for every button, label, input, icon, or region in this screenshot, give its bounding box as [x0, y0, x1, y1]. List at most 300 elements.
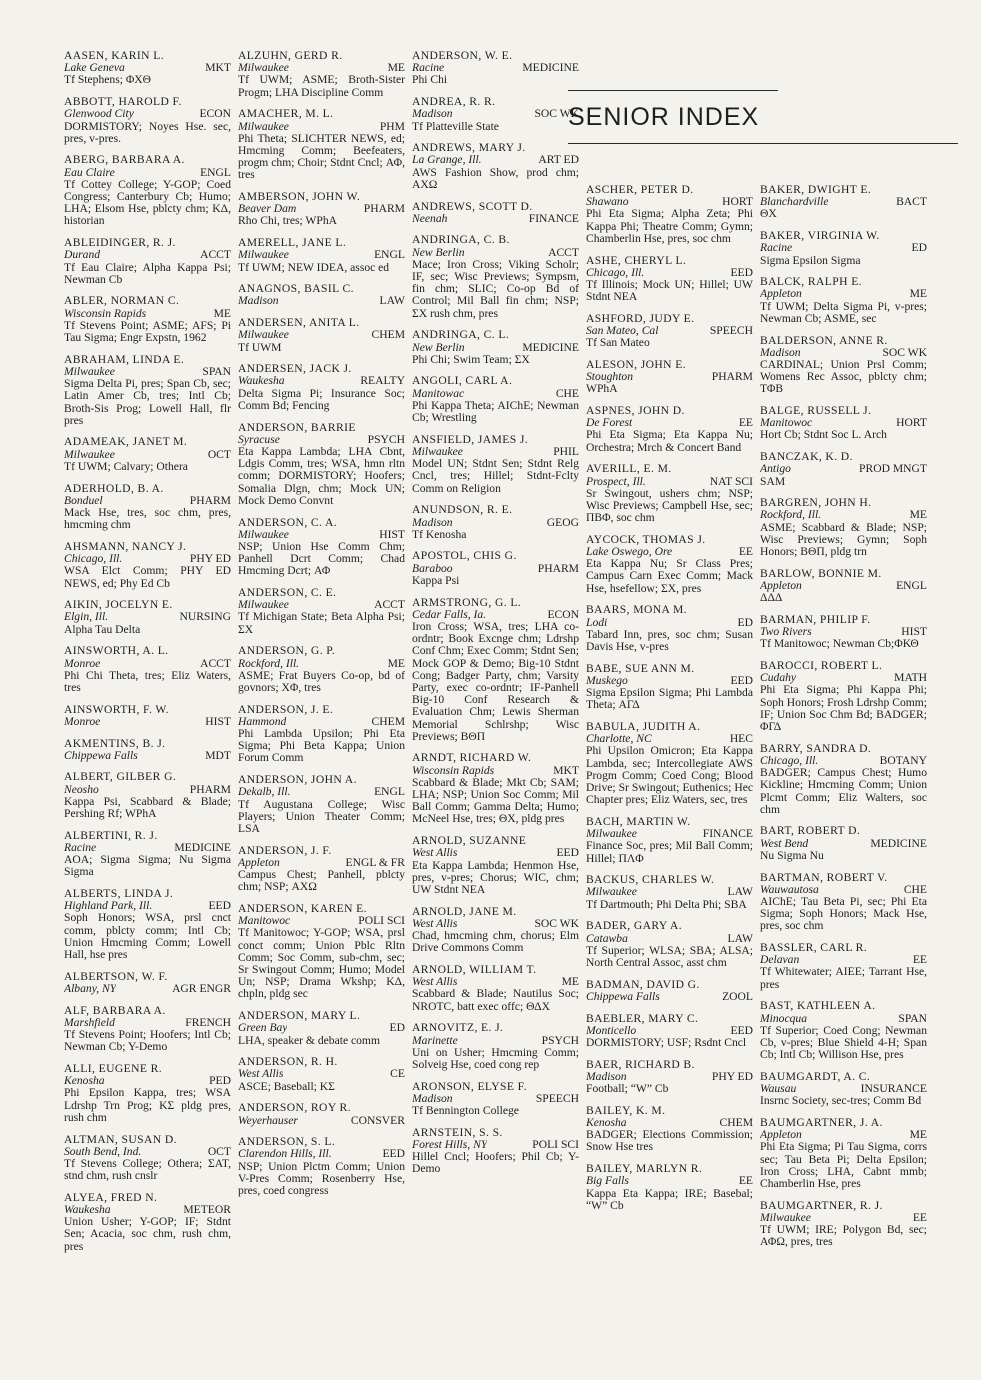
- entry-activities: ASME; Scabbard & Blade; NSP; Wisc Previews; Gymn; Soph Honors; ΒΘΠ, pldg trn: [760, 520, 927, 559]
- entry-name: ANDERSON, J. E.: [238, 703, 334, 716]
- entry-hometown: Wauwautosa: [760, 883, 819, 896]
- entry-name: BAKER, DWIGHT E.: [760, 184, 872, 196]
- entry-name: ANDERSON, R. H.: [238, 1056, 338, 1069]
- entry-major: REALTY: [360, 374, 405, 388]
- entry-hometown: West Allis: [412, 917, 458, 930]
- entry-activities: Tf Augustana College; Wisc Players; Union Theater Comm; LSA: [238, 797, 405, 835]
- entry-activities: Sigma Epsilon Sigma; Phi Lambda Theta; ΑΓΔ: [586, 686, 753, 712]
- entry-hometown: Hammond: [238, 715, 287, 728]
- entry-name: BAKER, VIRGINIA W.: [760, 230, 880, 243]
- entry-activities: Kappa Eta Kappa; IRE; Basebal; “W” Cb: [586, 1186, 753, 1212]
- entry-name: BAROCCI, ROBERT L.: [760, 660, 883, 672]
- entry-major: SOC WK: [534, 107, 579, 121]
- index-entry: [238, 1136, 405, 1197]
- entry-activities: Finance Soc, pres; Mil Ball Comm; Hillel; ΠΛΦ: [586, 839, 753, 865]
- index-entry: [586, 816, 753, 865]
- entry-activities: Eta Kappa Nu; Sr Class Pres; Campus Carn Exec Comm; Mack Hse, hsefellow; ΣΧ, pres: [586, 557, 753, 595]
- index-entry: [760, 660, 927, 733]
- entry-name: ANDERSEN, ANITA L.: [238, 317, 360, 330]
- index-entry: [238, 774, 405, 835]
- index-entry: [760, 276, 927, 325]
- entry-location-row: [412, 247, 579, 259]
- entry-location-row: [238, 375, 405, 387]
- entry-location-row: [238, 1115, 405, 1127]
- entry-major: PSYCH: [541, 1033, 579, 1047]
- entry-name: ALTMAN, SUSAN D.: [64, 1133, 177, 1146]
- entry-activities: BADGER; Campus Chest; Humo Kickline; Hmcming Comm; Union Plcmt Comm; Eliz Walters, soc chm: [760, 766, 927, 816]
- entry-name: AVERILL, E. M.: [586, 463, 672, 476]
- entry-location-row: [64, 249, 231, 261]
- entry-name: ANDERSON, JOHN A.: [238, 774, 357, 787]
- entry-activities: Mace; Iron Cross; Viking Scholr; IF, sec; Wisc Previews; Sympsm, fin chm; SLIC; Co-op Bd of Control; Mil Ball fin chm; NSP; ΣΧ rush chm, pres: [412, 257, 579, 320]
- entry-major: CONSVER: [350, 1113, 405, 1127]
- entry-name: ANDREWS, SCOTT D.: [412, 200, 533, 213]
- entry-hometown: Marinette: [412, 1034, 458, 1047]
- entry-activities: Tf Illinois; Mock UN; Hillel; UW Stdnt NEA: [586, 277, 753, 304]
- entry-hometown: Muskego: [586, 674, 628, 687]
- entry-name: ABERG, BARBARA A.: [64, 154, 185, 167]
- entry-hometown: Milwaukee: [238, 249, 289, 262]
- index-entry: [64, 1134, 231, 1183]
- entry-hometown: Milwaukee: [238, 120, 289, 133]
- entry-activities: Phi Epsilon Kappa, tres; WSA Ldrshp Trn Prog; ΚΣ pldg pres, rush chm: [64, 1086, 231, 1124]
- entry-activities: Tf UWM; IRE; Polygon Bd, sec; ΑΦΩ, pres, tres: [760, 1223, 927, 1249]
- entry-activities: Eta Kappa Lambda; LHA Cbnt, Ldgis Comm, tres; WSA, hmn rltn comm; DORMISTORY; Hoofers; Somalia Dlgn, chm; Mock UN; Mock Demo Convnt: [238, 444, 405, 507]
- entry-major: HIST: [901, 625, 927, 639]
- entry-hometown: Milwaukee: [64, 365, 115, 378]
- entry-name: ADAMEAK, JANET M.: [64, 436, 188, 449]
- index-entry: [412, 234, 579, 319]
- entry-location-row: [412, 847, 579, 859]
- index-entry: [64, 483, 231, 532]
- entry-hometown: Milwaukee: [586, 886, 637, 899]
- entry-major: LAW: [727, 885, 753, 899]
- entry-hometown: Milwaukee: [238, 599, 289, 612]
- entry-activities: Chad, hmcming chm, chorus; Elm Drive Commons Comm: [412, 929, 579, 955]
- entry-location-row: [64, 716, 231, 728]
- entry-hometown: Lake Geneva: [64, 62, 125, 75]
- entry-hometown: Neenah: [412, 212, 448, 225]
- entry-location-row: [238, 295, 405, 307]
- index-entry: [64, 154, 231, 227]
- entry-name: ANDERSON, C. A.: [238, 516, 338, 529]
- entry-name: BARMAN, PHILIP F.: [760, 613, 871, 626]
- index-entry: [238, 1102, 405, 1126]
- index-entry: [586, 184, 753, 245]
- entry-major: PHARM: [189, 782, 231, 796]
- entry-activities: Phi Chi Theta, tres; Eliz Waters, tres: [64, 668, 231, 694]
- entry-hometown: South Bend, Ind.: [64, 1145, 142, 1158]
- entry-activities: Sigma Delta Pi, pres; Span Cb, sec; Latin Amer Cb, tres; Intl Cb; Broth-Sis Prog; Lowell Hall, flr pres: [64, 377, 231, 427]
- entry-location-row: [412, 108, 579, 120]
- entry-name: BABE, SUE ANN M.: [586, 662, 695, 675]
- index-entry: [412, 142, 579, 191]
- entry-hometown: Milwaukee: [586, 828, 637, 841]
- entry-major: BOTANY: [879, 753, 927, 767]
- entry-location-row: [760, 838, 927, 850]
- entry-major: ACCT: [548, 245, 579, 259]
- entry-major: HORT: [896, 416, 927, 430]
- entry-name: ANGOLI, CARL A.: [412, 375, 513, 388]
- index-entry: [238, 845, 405, 894]
- entry-name: BADMAN, DAVID G.: [586, 978, 700, 991]
- index-entry: [412, 201, 579, 225]
- entry-name: BAILEY, MARLYN R.: [586, 1163, 703, 1176]
- index-entry: [586, 604, 753, 653]
- entry-activities: AWS Fashion Show, prod chm; ΑΧΩ: [412, 165, 579, 191]
- entry-major: ACCT: [374, 598, 405, 612]
- entry-name: BARGREN, JOHN H.: [760, 497, 872, 510]
- entry-activities: ASCE; Baseball; ΚΣ: [238, 1079, 335, 1093]
- index-entry: [238, 517, 405, 578]
- entry-name: AMBERSON, JOHN W.: [238, 191, 361, 204]
- entry-name: ASHFORD, JUDY E.: [586, 312, 695, 325]
- entry-name: ARNSTEIN, S. S.: [412, 1126, 503, 1139]
- entry-location-row: [760, 1013, 927, 1025]
- index-entry: [760, 230, 927, 267]
- entry-name: AYCOCK, THOMAS J.: [586, 533, 706, 546]
- entry-name: ANDERSON, KAREN E.: [238, 902, 367, 915]
- entry-activities: Eta Kappa Lambda; Henmon Hse, pres, v-pres; Chorus; WIC, chm; UW Stdnt NEA: [412, 858, 579, 896]
- entry-major: LAW: [379, 294, 405, 308]
- entry-major: ME: [561, 975, 579, 989]
- entry-major: ME: [387, 61, 405, 75]
- entry-activities: Tf Platteville State: [412, 119, 499, 133]
- entry-activities: Delta Sigma Pi; Insurance Soc; Comm Bd; Fencing: [238, 386, 405, 412]
- entry-name: BAEBLER, MARY C.: [586, 1012, 699, 1025]
- entry-major: EE: [738, 545, 753, 559]
- index-column-5: [760, 184, 927, 1258]
- entry-hometown: Madison: [586, 1070, 627, 1083]
- entry-hometown: Kenosha: [64, 1075, 105, 1088]
- index-entry: [586, 979, 753, 1003]
- entry-activities: Iron Cross; WSA, tres; LHA co-ordntr; Book Excnge chm; Ldrshp Conf Chm; Exec Comm; Stdnt Sen; Mock GOP & Demo; Big-10 Stdnt Cong; Badger Party, chm; Varsity Party, exec co-ordntr; IF-Panhell Big-10 Conf Research & Evaluation Chm; Lewis Sherman Memorial Schlrshp; Wisc Previews; ΒΘΠ: [412, 619, 579, 743]
- entry-name: BAER, RICHARD B.: [586, 1058, 695, 1071]
- index-entry: [412, 1127, 579, 1176]
- entry-major: NURSING: [179, 610, 231, 624]
- entry-hometown: Manitowac: [412, 387, 465, 400]
- entry-major: PHARM: [189, 493, 231, 507]
- index-entry: [760, 1200, 927, 1249]
- entry-name: ARNOVITZ, E. J.: [412, 1022, 504, 1035]
- entry-name: ASCHER, PETER D.: [586, 184, 694, 196]
- entry-location-row: [412, 342, 579, 354]
- entry-major: MEDICINE: [870, 836, 927, 850]
- entry-location-row: [64, 983, 231, 995]
- entry-major: ECON: [199, 107, 231, 121]
- entry-major: SPEECH: [535, 1091, 579, 1105]
- entry-name: ANDERSEN, JACK J.: [238, 363, 352, 376]
- entry-major: ACCT: [200, 656, 231, 670]
- entry-name: BAST, KATHLEEN A.: [760, 1000, 876, 1013]
- entry-major: MKT: [553, 763, 579, 777]
- entry-name: BARRY, SANDRA D.: [760, 742, 872, 755]
- entry-location-row: [238, 121, 405, 133]
- entry-major: PHARM: [537, 561, 579, 575]
- entry-name: ABLEIDINGER, R. J.: [64, 237, 176, 250]
- entry-hometown: Madison: [412, 516, 453, 529]
- index-entry: [412, 96, 579, 133]
- entry-location-row: [64, 750, 231, 762]
- entry-activities: Sr Swingout, ushers chm; NSP; Wisc Previews; Campbell Hse, sec; ΠΒΦ, soc chm: [586, 486, 753, 525]
- entry-major: ENGL: [374, 248, 405, 262]
- entry-name: ANAGNOS, BASIL C.: [238, 283, 354, 296]
- entry-major: ME: [387, 656, 405, 670]
- entry-hometown: Appleton: [760, 1129, 802, 1142]
- entry-activities: WSA Elct Comm; PHY ED NEWS, ed; Phy Ed Cb: [64, 564, 231, 590]
- index-entry: [760, 743, 927, 816]
- entry-activities: Tf UWM; Calvary; Othera: [64, 459, 188, 473]
- entry-major: PHARM: [363, 202, 405, 216]
- entry-hometown: Dekalb, Ill.: [238, 786, 291, 799]
- entry-hometown: Prospect, Ill.: [586, 475, 646, 488]
- entry-major: BACT: [896, 195, 927, 209]
- entry-major: ART ED: [538, 153, 579, 167]
- entry-activities: Tabard Inn, pres, soc chm; Susan Davis Hse, v-pres: [586, 627, 753, 653]
- entry-activities: Hillel Cncl; Hoofers; Phil Cb; Y-Demo: [412, 1150, 579, 1176]
- entry-activities: ASME; Frat Buyers Co-op, bd of govnors; ΧΦ, tres: [238, 668, 405, 694]
- index-entry: [238, 1010, 405, 1047]
- entry-name: ARNOLD, WILLIAM T.: [412, 964, 537, 976]
- entry-name: ALZUHN, GERD R.: [238, 50, 343, 62]
- entry-hometown: Catawba: [586, 932, 628, 945]
- entry-name: BART, ROBERT D.: [760, 825, 861, 838]
- index-entry: [238, 363, 405, 412]
- entry-activities: Uni on Usher; Hmcming Comm; Solveig Hse, coed cong rep: [412, 1045, 579, 1071]
- entry-name: ANDERSON, S. L.: [238, 1136, 336, 1149]
- entry-name: ANDRINGA, C. B.: [412, 234, 510, 247]
- entry-name: AHSMANN, NANCY J.: [64, 540, 187, 553]
- entry-activities: WPhA: [586, 382, 618, 396]
- entry-activities: Phi Eta Sigma; Phi Kappa Phi; Soph Honors; Frosh Ldrshp Comm; IF; Union Soc Chm Bd; BADGER; ΦΓΔ: [760, 683, 927, 734]
- entry-major: PHARM: [711, 370, 753, 384]
- entry-hometown: Marshfield: [64, 1016, 115, 1029]
- entry-activities: SAM: [760, 474, 786, 488]
- entry-major: EED: [556, 846, 579, 860]
- index-entry: [586, 1013, 753, 1050]
- index-entry: [412, 1081, 579, 1118]
- entry-location-row: [412, 563, 579, 575]
- entry-name: BAILEY, K. M.: [586, 1104, 666, 1117]
- entry-name: BACKUS, CHARLES W.: [586, 874, 715, 887]
- index-entry: [238, 704, 405, 765]
- entry-major: OCT: [207, 1144, 231, 1158]
- entry-major: EED: [730, 265, 753, 279]
- entry-hometown: Charlotte, NC: [586, 733, 652, 746]
- entry-activities: Phi Lambda Upsilon; Phi Eta Sigma; Phi Beta Kappa; Union Forum Comm: [238, 727, 405, 765]
- entry-major: ENGL: [896, 578, 927, 592]
- entry-major: CHE: [555, 386, 579, 400]
- entry-activities: Phi Upsilon Omicron; Eta Kappa Lambda, sec; Intercollegiate AWS Progm Comm; Coed Cong; Blood Drive; Sr Swingout; Euthenics; Hec Chapter pres; Eliz Waters, sec, tres: [586, 744, 753, 807]
- entry-major: EED: [382, 1147, 405, 1161]
- entry-activities: NSP; Union Hse Comm Chm; Panhell Dcrt Comm; Chad Hmcming Dcrt; ΑΦ: [238, 539, 405, 578]
- entry-major: CHE: [903, 882, 927, 896]
- entry-name: ARNOLD, JANE M.: [412, 905, 517, 918]
- index-entry: [238, 237, 405, 274]
- entry-location-row: [64, 611, 231, 623]
- entry-major: ED: [737, 615, 753, 629]
- entry-major: FRENCH: [185, 1015, 231, 1029]
- entry-location-row: [760, 580, 927, 592]
- entry-activities: Phi Chi; Swim Team; ΣΧ: [412, 352, 530, 366]
- index-entry: [412, 597, 579, 743]
- index-entry: [586, 534, 753, 595]
- entry-hometown: Forest Hills, NY: [412, 1138, 488, 1151]
- entry-activities: Hort Cb; Stdnt Soc L. Arch: [760, 428, 887, 442]
- entry-activities: DORMISTORY; USF; Rsdnt Cncl: [586, 1035, 747, 1049]
- entry-hometown: Glenwood City: [64, 108, 134, 121]
- entry-major: CE: [390, 1067, 405, 1081]
- entry-hometown: Milwaukee: [238, 528, 289, 541]
- entry-major: PHM: [379, 119, 405, 133]
- entry-name: ANSFIELD, JAMES J.: [412, 433, 529, 446]
- entry-hometown: West Allis: [238, 1068, 284, 1081]
- entry-hometown: Beaver Dam: [238, 203, 297, 216]
- index-entry: [238, 191, 405, 228]
- entry-location-row: [412, 154, 579, 166]
- index-entry: [64, 971, 231, 995]
- entry-hometown: Antigo: [760, 463, 791, 476]
- entry-hometown: Highland Park, Ill.: [64, 900, 153, 913]
- entry-hometown: Appleton: [238, 856, 280, 869]
- entry-location-row: [760, 242, 927, 254]
- entry-hometown: Delavan: [760, 954, 800, 967]
- entry-location-row: [412, 517, 579, 529]
- entry-name: ALYEA, FRED N.: [64, 1191, 158, 1204]
- entry-activities: DORMISTORY; Noyes Hse. sec, pres, v-pres.: [64, 119, 231, 145]
- entry-hometown: Racine: [412, 62, 445, 75]
- entry-name: AKMENTINS, B. J.: [64, 737, 166, 750]
- entry-name: ANDERSON, W. E.: [412, 50, 513, 62]
- entry-hometown: Madison: [412, 108, 453, 121]
- entry-activities: Football; “W” Cb: [586, 1082, 669, 1096]
- entry-hometown: Milwaukee: [760, 1211, 811, 1224]
- index-entry: [64, 237, 231, 286]
- entry-hometown: Big Falls: [586, 1175, 629, 1188]
- entry-location-row: [586, 1175, 753, 1187]
- index-entry: [64, 1192, 231, 1253]
- entry-location-row: [760, 196, 927, 208]
- entry-hometown: Kenosha: [586, 1117, 627, 1129]
- entry-name: ALBERT, GILBER G.: [64, 771, 177, 784]
- entry-location-row: [586, 476, 753, 488]
- entry-name: ARMSTRONG, G. L.: [412, 596, 522, 609]
- entry-name: BALDERSON, ANNE R.: [760, 334, 888, 347]
- entry-activities: Tf Manitowoc; Y-GOP; WSA, prsl conct comm; Union Pblc Rltn Comm; Soc Comm, sub-chm, sec; Sr Swingout Comm; Humo; Model Un; NSP; Drama Wkshp; ΚΔ, chpln, pldg sec: [238, 926, 405, 1001]
- entry-hometown: Clarendon Hills, Ill.: [238, 1148, 332, 1161]
- entry-location-row: [760, 288, 927, 300]
- entry-activities: Tf Cottey College; Y-GOP; Coed Congress; Canterbury Cb; Humo; LHA; Elsom Hse, pblcty chm; ΚΔ, historian: [64, 177, 231, 228]
- entry-hometown: Waukesha: [238, 375, 285, 388]
- entry-location-row: [238, 249, 405, 261]
- entry-hometown: Monroe: [64, 657, 101, 670]
- index-entry: [64, 599, 231, 636]
- index-entry: [64, 354, 231, 427]
- entry-major: POLI SCI: [358, 914, 405, 928]
- entry-name: ANDERSON, MARY L.: [238, 1010, 361, 1023]
- entry-name: BAUMGARTNER, J. A.: [760, 1117, 883, 1129]
- entry-hometown: Rockford, Ill.: [760, 509, 822, 522]
- entry-hometown: Racine: [760, 242, 793, 255]
- entry-major: POLI SCI: [532, 1137, 579, 1151]
- entry-major: MDT: [205, 748, 231, 762]
- entry-major: METEOR: [183, 1203, 231, 1217]
- entry-name: ARONSON, ELYSE F.: [412, 1080, 527, 1093]
- entry-activities: Tf UWM; ASME; Broth-Sister Progm; LHA Discipline Comm: [238, 73, 405, 99]
- entry-hometown: Wisconsin Rapids: [64, 307, 147, 320]
- entry-activities: Phi Chi: [412, 73, 448, 87]
- entry-hometown: Eau Claire: [64, 166, 115, 179]
- entry-hometown: Chicago, Ill.: [64, 553, 123, 566]
- entry-hometown: Durand: [64, 249, 101, 262]
- entry-hometown: West Allis: [412, 976, 458, 989]
- entry-activities: CARDINAL; Union Prsl Comm; Womens Rec Assoc, pblcty chm; ΤΦΒ: [760, 357, 927, 396]
- index-entry: [760, 942, 927, 991]
- entry-name: APOSTOL, CHIS G.: [412, 550, 517, 563]
- entry-hometown: Manitowoc: [760, 417, 813, 430]
- index-entry: [586, 721, 753, 806]
- entry-major: EE: [738, 1174, 753, 1188]
- entry-major: NAT SCI: [709, 474, 753, 488]
- entry-major: ECON: [547, 607, 579, 621]
- entry-major: ENGL: [200, 165, 231, 179]
- entry-location-row: [64, 167, 231, 179]
- entry-major: ACCT: [200, 248, 231, 262]
- entry-activities: ΘΧ: [760, 207, 777, 221]
- entry-hometown: Wausau: [760, 1083, 797, 1096]
- entry-hometown: Wisconsin Rapids: [412, 764, 495, 777]
- entry-activities: ΔΔΔ: [760, 591, 783, 605]
- index-entry: [238, 50, 405, 99]
- index-entry: [238, 645, 405, 694]
- index-entry: [586, 920, 753, 969]
- entry-location-row: [586, 617, 753, 629]
- entry-hometown: Appleton: [760, 579, 802, 592]
- entry-major: ME: [213, 306, 231, 320]
- entry-activities: AOA; Sigma Sigma; Nu Sigma Sigma: [64, 853, 231, 879]
- index-entry: [238, 317, 405, 354]
- index-entry: [64, 295, 231, 344]
- entry-hometown: Milwaukee: [412, 445, 463, 458]
- entry-hometown: West Allis: [412, 847, 458, 860]
- entry-location-row: [238, 786, 405, 798]
- entry-activities: Insrnc Society, sec-tres; Comm Bd: [760, 1094, 922, 1108]
- entry-activities: Tf Stevens Point; ASME; AFS; Pi Tau Sigma; Engr Expstn, 1962: [64, 318, 231, 345]
- index-column-2: [238, 50, 405, 1207]
- entry-major: FINANCE: [528, 211, 579, 225]
- entry-hometown: Chippewa Falls: [64, 749, 138, 762]
- index-column-3: [412, 50, 579, 1185]
- entry-name: BABULA, JUDITH A.: [586, 721, 701, 734]
- entry-hometown: Neosho: [64, 783, 99, 796]
- entry-name: BARLOW, BONNIE M.: [760, 567, 882, 580]
- entry-name: BARTMAN, ROBERT V.: [760, 871, 888, 884]
- entry-major: SPAN: [202, 364, 231, 378]
- entry-location-row: [238, 1022, 405, 1034]
- entry-name: ABBOTT, HAROLD F.: [64, 96, 182, 109]
- index-entry: [586, 1059, 753, 1096]
- index-entry: [64, 50, 231, 87]
- entry-name: ANDERSON, BARRIE: [238, 421, 356, 434]
- entry-hometown: Cudahy: [760, 672, 797, 685]
- entry-hometown: Two Rivers: [760, 626, 812, 639]
- entry-activities: Scabbard & Blade; Nautilus Soc; NROTC, batt exec offc; ΘΔΧ: [412, 987, 579, 1013]
- entry-hometown: Appleton: [760, 288, 802, 301]
- index-entry: [238, 587, 405, 636]
- entry-name: ARNOLD, SUZANNE: [412, 835, 527, 848]
- entry-major: ME: [909, 1128, 927, 1142]
- entry-hometown: Waukesha: [64, 1204, 111, 1217]
